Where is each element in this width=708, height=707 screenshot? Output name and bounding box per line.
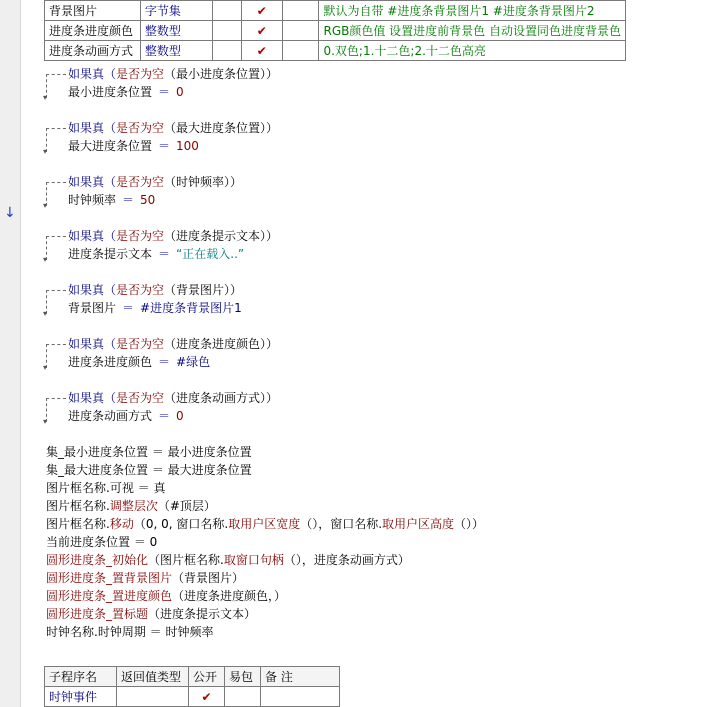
paren-open: （ bbox=[104, 337, 117, 351]
if-block-guide bbox=[44, 335, 66, 371]
header-remark: 备 注 bbox=[261, 667, 340, 687]
statement-token: 圆形进度条_置进度颜色 bbox=[46, 589, 173, 603]
is-null-function: 是否为空 bbox=[116, 283, 165, 297]
statement-token: 集_最小进度条位置 ＝ 最小进度条位置 bbox=[46, 445, 252, 459]
if-line[interactable] bbox=[68, 119, 278, 137]
assign-operator: ＝ bbox=[158, 409, 171, 423]
guide-arrow-icon: ▾ bbox=[43, 363, 48, 372]
guide-horizontal bbox=[46, 344, 66, 345]
header-public: 公开 bbox=[189, 667, 225, 687]
statement-token: （背景图片） bbox=[172, 571, 245, 585]
if-block-guide bbox=[44, 65, 66, 101]
array-cell[interactable] bbox=[282, 41, 319, 61]
assign-value: 0 bbox=[176, 409, 184, 423]
parameter-type-cell[interactable]: 字节集 bbox=[140, 1, 212, 21]
if-line[interactable] bbox=[68, 173, 242, 191]
paren-open: （ bbox=[104, 229, 117, 243]
is-null-function: 是否为空 bbox=[116, 67, 165, 81]
if-block-guide bbox=[44, 389, 66, 425]
assign-operator: ＝ bbox=[158, 247, 171, 261]
subroutine-name-cell[interactable]: 时钟事件 bbox=[45, 687, 117, 707]
statement-token: 取窗口句柄 bbox=[223, 553, 284, 567]
if-block-guide bbox=[44, 281, 66, 317]
header-return-type: 返回值类型 bbox=[117, 667, 189, 687]
if-keyword: 如果真 bbox=[68, 229, 105, 243]
statement-token: 圆形进度条_置背景图片 bbox=[46, 571, 173, 585]
if-keyword: 如果真 bbox=[68, 175, 105, 189]
if-argument: （进度条提示文本）） bbox=[164, 229, 279, 243]
assignment-line[interactable] bbox=[68, 299, 242, 317]
parameter-name-cell[interactable]: 背景图片 bbox=[45, 1, 141, 21]
remark-cell[interactable] bbox=[261, 687, 340, 707]
parameter-name-cell[interactable]: 进度条动画方式 bbox=[45, 41, 141, 61]
if-line[interactable] bbox=[68, 335, 278, 353]
if-line[interactable] bbox=[68, 227, 278, 245]
assign-operator: ＝ bbox=[158, 85, 171, 99]
assign-operator: ＝ bbox=[122, 301, 135, 315]
guide-arrow-icon: ▾ bbox=[43, 93, 48, 102]
nullable-check-icon[interactable]: ✔ bbox=[241, 21, 282, 41]
if-block-guide bbox=[44, 173, 66, 209]
statement-line[interactable] bbox=[46, 605, 256, 623]
statement-token: 图片框名称. bbox=[46, 499, 110, 513]
statement-token: （），进度条动画方式） bbox=[283, 553, 410, 567]
statement-token: （图片框名称. bbox=[148, 553, 224, 567]
statement-line[interactable] bbox=[46, 623, 213, 641]
if-keyword: 如果真 bbox=[68, 121, 105, 135]
statement-line[interactable] bbox=[46, 533, 157, 551]
line-gutter bbox=[0, 0, 21, 707]
assignment-line[interactable] bbox=[68, 191, 155, 209]
is-null-function: 是否为空 bbox=[116, 229, 165, 243]
if-argument: （最小进度条位置）） bbox=[164, 67, 279, 81]
statement-token: （）） bbox=[454, 517, 485, 531]
assignment-line[interactable] bbox=[68, 407, 184, 425]
assign-target: 最小进度条位置 bbox=[68, 85, 153, 99]
assign-value: #进度条背景图片1 bbox=[140, 301, 242, 315]
statement-line[interactable] bbox=[46, 569, 244, 587]
assign-target: 时钟频率 bbox=[68, 193, 117, 207]
reference-cell[interactable] bbox=[212, 21, 241, 41]
statement-token: （进度条进度颜色，） bbox=[172, 589, 287, 603]
paren-open: （ bbox=[104, 67, 117, 81]
guide-horizontal bbox=[46, 128, 66, 129]
statement-token: （0, 0, 窗口名称. bbox=[133, 517, 229, 531]
paren-open: （ bbox=[104, 175, 117, 189]
public-check-icon[interactable]: ✔ bbox=[189, 687, 225, 707]
if-keyword: 如果真 bbox=[68, 391, 105, 405]
guide-arrow-icon: ▾ bbox=[43, 309, 48, 318]
assign-target: 进度条提示文本 bbox=[68, 247, 153, 261]
statement-token: （），窗口名称. bbox=[300, 517, 383, 531]
paren-open: （ bbox=[104, 121, 117, 135]
subroutine-table-header bbox=[45, 667, 340, 687]
parameter-table bbox=[44, 0, 626, 61]
statement-token: 集_最大进度条位置 ＝ 最大进度条位置 bbox=[46, 463, 252, 477]
nullable-check-icon[interactable]: ✔ bbox=[241, 1, 282, 21]
header-easy-package: 易包 bbox=[225, 667, 261, 687]
array-cell[interactable] bbox=[282, 1, 319, 21]
assignment-line[interactable] bbox=[68, 137, 199, 155]
if-argument: （进度条进度颜色）） bbox=[164, 337, 279, 351]
execution-arrow-icon: ↓ bbox=[4, 205, 16, 221]
if-keyword: 如果真 bbox=[68, 283, 105, 297]
array-cell[interactable] bbox=[282, 21, 319, 41]
assign-target: 最大进度条位置 bbox=[68, 139, 153, 153]
statement-token: （#顶层） bbox=[157, 499, 216, 513]
parameter-note-cell[interactable]: 默认为自带 #进度条背景图片1 #进度条背景图片2 bbox=[319, 1, 626, 21]
guide-arrow-icon: ▾ bbox=[43, 147, 48, 156]
subroutine-row[interactable] bbox=[45, 687, 340, 707]
assignment-line[interactable] bbox=[68, 245, 244, 263]
parameter-row[interactable] bbox=[45, 21, 626, 41]
assign-value: “正在载入..” bbox=[176, 247, 245, 261]
if-line[interactable] bbox=[68, 389, 278, 407]
is-null-function: 是否为空 bbox=[116, 175, 165, 189]
parameter-name-cell[interactable]: 进度条进度颜色 bbox=[45, 21, 141, 41]
statement-token: 移动 bbox=[109, 517, 134, 531]
statement-token: 时钟名称.时钟周期 ＝ 时钟频率 bbox=[46, 625, 214, 639]
assignment-line[interactable] bbox=[68, 353, 210, 371]
parameter-note-cell[interactable]: RGB颜色值 设置进度前背景色 自动设置同色进度背景色 bbox=[319, 21, 626, 41]
parameter-note-cell[interactable]: 0.双色;1.十二色;2.十二色高亮 bbox=[319, 41, 626, 61]
statement-token: 图片框名称.可视 ＝ 真 bbox=[46, 481, 166, 495]
reference-cell[interactable] bbox=[212, 1, 241, 21]
statement-line[interactable] bbox=[46, 443, 252, 461]
assign-value: 0 bbox=[176, 85, 184, 99]
is-null-function: 是否为空 bbox=[116, 121, 165, 135]
statement-token: 取用户区高度 bbox=[382, 517, 455, 531]
reference-cell[interactable] bbox=[212, 41, 241, 61]
parameter-type-cell[interactable]: 整数型 bbox=[140, 21, 212, 41]
statement-line[interactable] bbox=[46, 461, 252, 479]
guide-arrow-icon: ▾ bbox=[43, 417, 48, 426]
easy-package-cell[interactable] bbox=[225, 687, 261, 707]
statement-token: 圆形进度条_置标题 bbox=[46, 607, 149, 621]
statement-token: 圆形进度条_初始化 bbox=[46, 553, 149, 567]
if-argument: （背景图片）） bbox=[164, 283, 243, 297]
statement-token: （进度条提示文本） bbox=[148, 607, 257, 621]
paren-open: （ bbox=[104, 283, 117, 297]
guide-horizontal bbox=[46, 182, 66, 183]
nullable-check-icon[interactable]: ✔ bbox=[241, 41, 282, 61]
is-null-function: 是否为空 bbox=[116, 337, 165, 351]
statement-line[interactable] bbox=[46, 497, 216, 515]
if-keyword: 如果真 bbox=[68, 337, 105, 351]
statement-token: 当前进度条位置 ＝ 0 bbox=[46, 535, 158, 549]
if-argument: （时钟频率）） bbox=[164, 175, 243, 189]
assign-value: 100 bbox=[176, 139, 199, 153]
statement-token: 图片框名称. bbox=[46, 517, 110, 531]
assignment-line[interactable] bbox=[68, 83, 184, 101]
guide-arrow-icon: ▾ bbox=[43, 201, 48, 210]
if-block-guide bbox=[44, 227, 66, 263]
statement-token: 取用户区宽度 bbox=[228, 517, 301, 531]
return-type-cell[interactable] bbox=[117, 687, 189, 707]
if-argument: （最大进度条位置）） bbox=[164, 121, 279, 135]
subroutine-table bbox=[44, 666, 340, 707]
guide-horizontal bbox=[46, 290, 66, 291]
assign-target: 进度条动画方式 bbox=[68, 409, 153, 423]
if-argument: （进度条动画方式）） bbox=[164, 391, 279, 405]
if-line[interactable] bbox=[68, 281, 242, 299]
assign-value: #绿色 bbox=[176, 355, 211, 369]
parameter-row[interactable] bbox=[45, 41, 626, 61]
assign-target: 背景图片 bbox=[68, 301, 117, 315]
guide-horizontal bbox=[46, 74, 66, 75]
guide-arrow-icon: ▾ bbox=[43, 255, 48, 264]
assign-value: 50 bbox=[140, 193, 156, 207]
statement-line[interactable] bbox=[46, 515, 484, 533]
parameter-type-cell[interactable]: 整数型 bbox=[140, 41, 212, 61]
guide-horizontal bbox=[46, 398, 66, 399]
assign-operator: ＝ bbox=[158, 355, 171, 369]
paren-open: （ bbox=[104, 391, 117, 405]
if-keyword: 如果真 bbox=[68, 67, 105, 81]
assign-operator: ＝ bbox=[158, 139, 171, 153]
if-block-guide bbox=[44, 119, 66, 155]
statement-token: 调整层次 bbox=[109, 499, 158, 513]
statement-line[interactable] bbox=[46, 479, 165, 497]
assign-operator: ＝ bbox=[122, 193, 135, 207]
header-subroutine-name: 子程序名 bbox=[45, 667, 117, 687]
assign-target: 进度条进度颜色 bbox=[68, 355, 153, 369]
guide-horizontal bbox=[46, 236, 66, 237]
is-null-function: 是否为空 bbox=[116, 391, 165, 405]
statement-line[interactable] bbox=[46, 551, 410, 569]
statement-line[interactable] bbox=[46, 587, 286, 605]
parameter-row[interactable] bbox=[45, 1, 626, 21]
if-line[interactable] bbox=[68, 65, 278, 83]
